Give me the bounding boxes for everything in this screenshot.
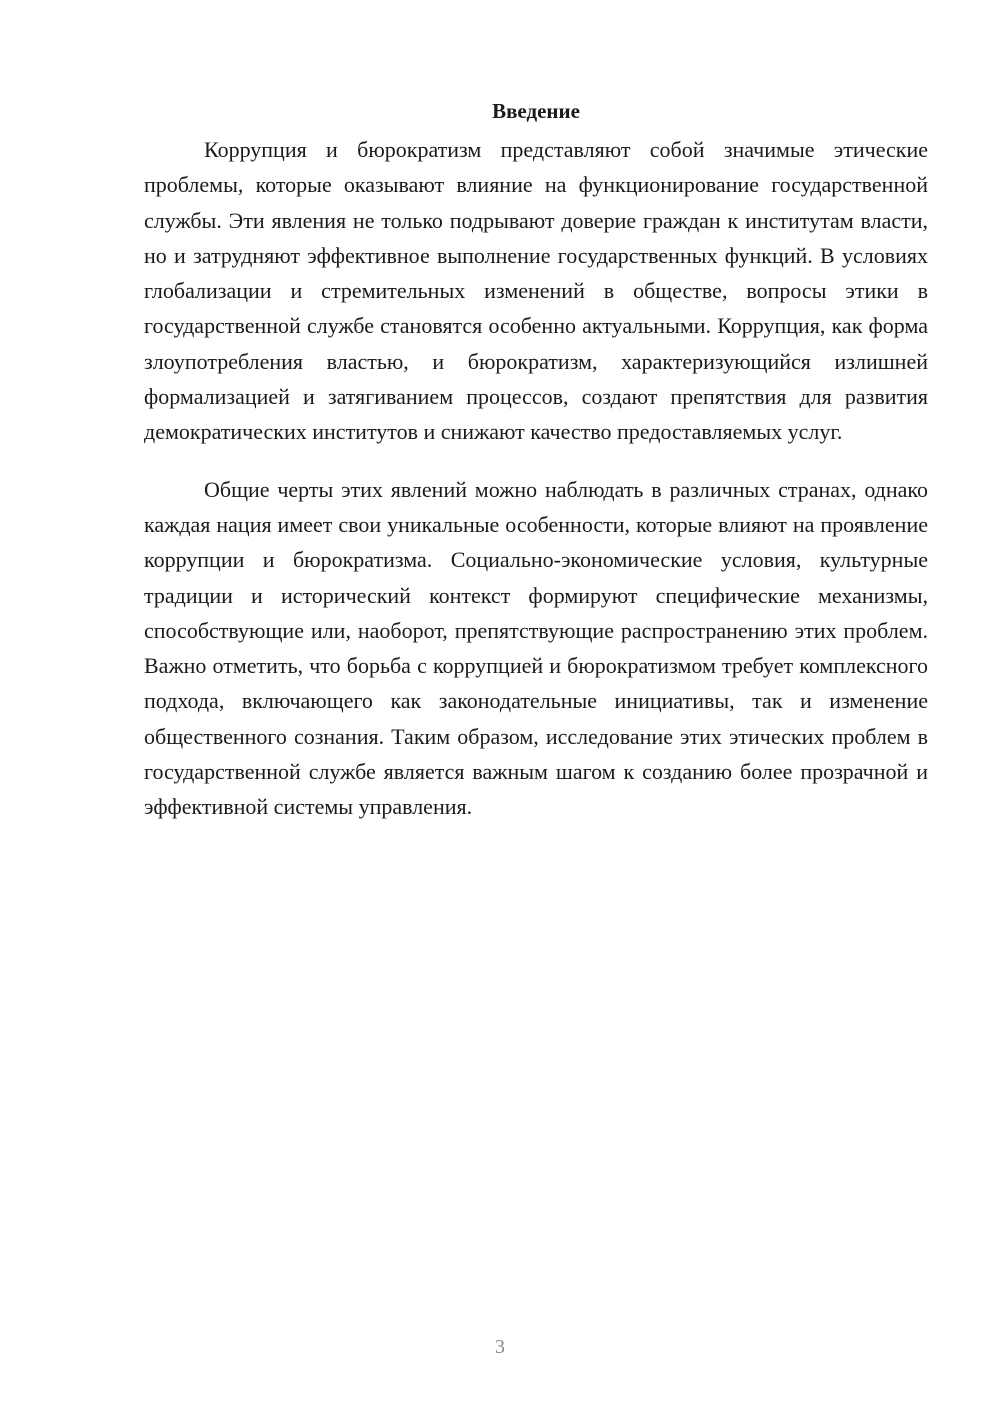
page-number: 3 xyxy=(495,1336,505,1358)
paragraph-1: Коррупция и бюрократизм представляют собой значимые этические проблемы, которые оказывают влияние на функционирование государственной службы. Эти явления не только подрывают доверие граждан к институтам власти, но и затрудняют эффективное выполнение государственных функций. В условиях глобализации и стремительных изменений в обществе, вопросы этики в государственной службе становятся особенно актуальными. Коррупция, как форма злоупотребления властью, и бюрократизм, характеризующийся излишней формализацией и затягиванием процессов, создают препятствия для развития демократических институтов и снижают качество предоставляемых услуг. xyxy=(144,137,928,445)
page-content xyxy=(144,96,928,825)
section-heading: Введение xyxy=(492,99,580,123)
paragraph-2: Общие черты этих явлений можно наблюдать в различных странах, однако каждая нация имеет свои уникальные особенности, которые влияют на проявление коррупции и бюрократизма. Социально-экономические условия, культурные традиции и исторический контекст формируют специфические механизмы, способствующие или, наоборот, препятствующие распространению этих проблем. Важно отметить, что борьба с коррупцией и бюрократизмом требует комплексного подхода, включающего как законодательные инициативы, так и изменение общественного сознания. Таким образом, исследование этих этических проблем в государственной службе является важным шагом к созданию более прозрачной и эффективной системы управления. xyxy=(144,476,928,820)
